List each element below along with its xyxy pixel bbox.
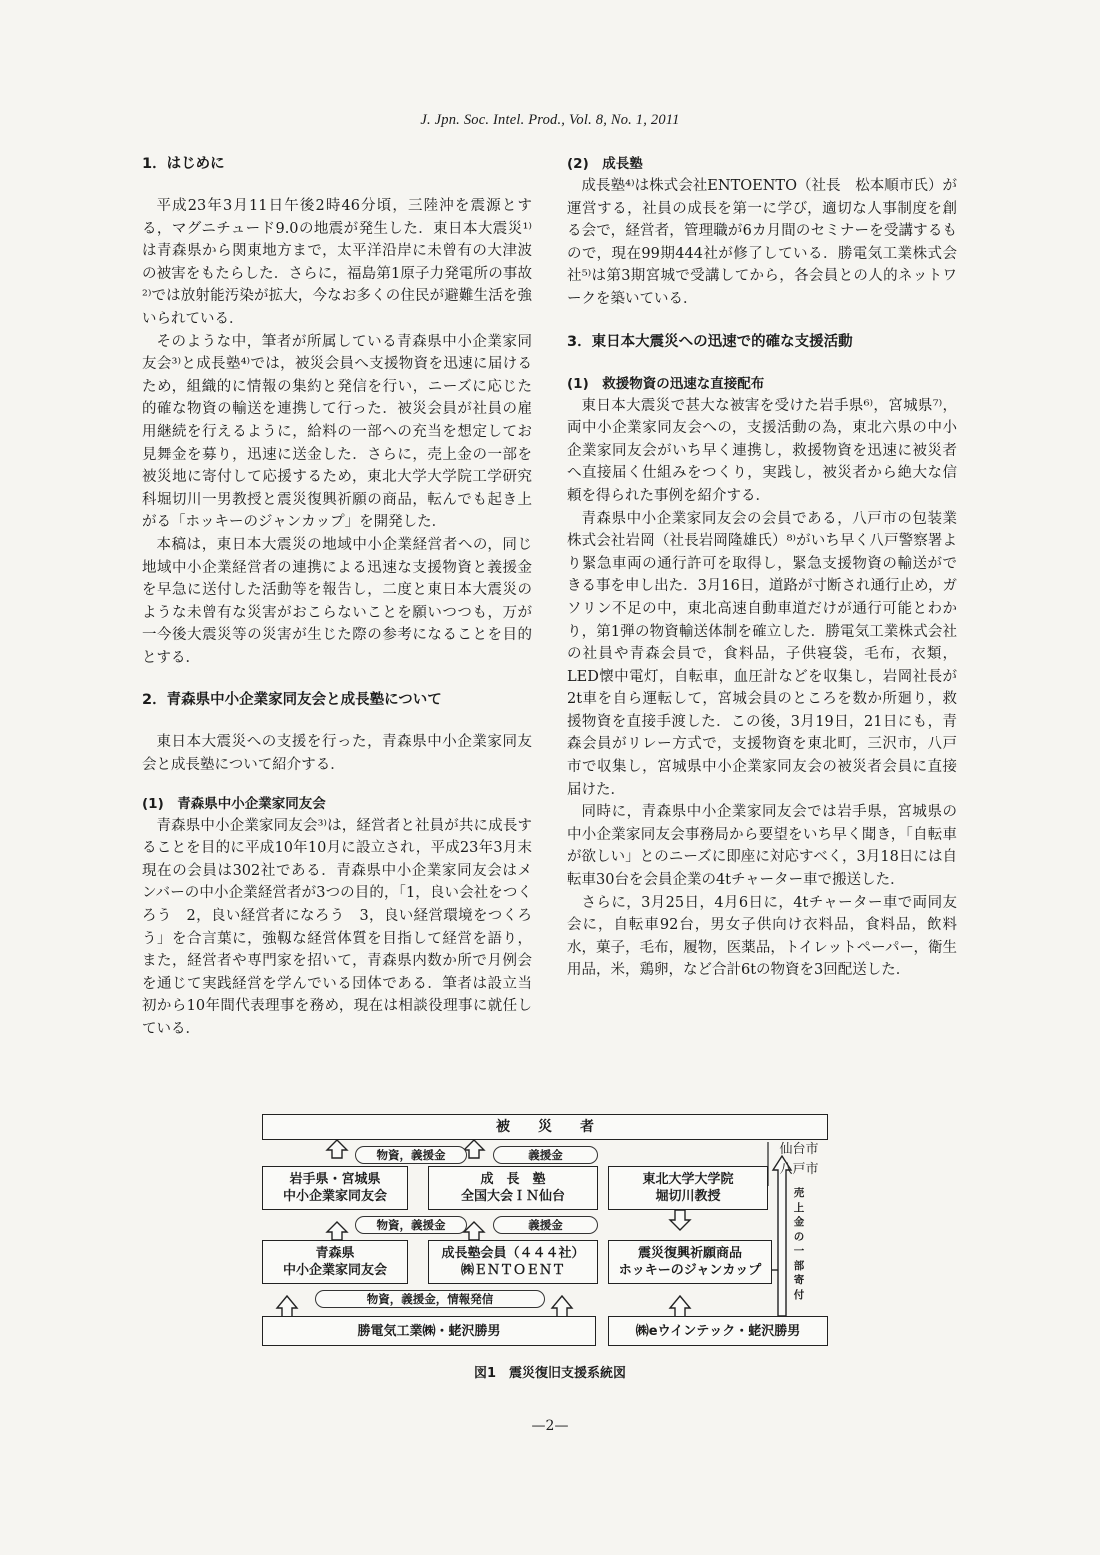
subsection-title: (1) 救援物資の迅速な直接配布 [567, 375, 765, 392]
flow-label: 義援金 [493, 1146, 598, 1164]
up-arrow [277, 1296, 297, 1318]
members-line1: 成長塾会員（４４４社） [441, 1246, 585, 1261]
aomori-box [262, 1240, 408, 1284]
donation-arrow [773, 1156, 791, 1316]
left-column [142, 153, 532, 1041]
seicho-juku-box [428, 1166, 598, 1210]
page-number: —2— [531, 1418, 569, 1434]
paragraph: 本稿は，東日本大震災の地域中小企業経営者への，同じ地域中小企業経営者の連携による迅速な支援物資と義援金を早急に送付した活動等を報告し，二度と東日本大震災のような未曾有な災害がおこらないことを願いつつも，万が一今後大震災等の災害が生じた際の参考になることを目的とする． [142, 536, 532, 666]
seicho-line2: 全国大会ＩＮ仙台 [460, 1189, 565, 1204]
members-line2: ㈱ＥＮＴＯＥＮＴ [460, 1263, 565, 1278]
city-sendai: 仙台市 [779, 1142, 819, 1157]
down-arrow [670, 1210, 690, 1230]
flow-label: 物資，義援金 [355, 1146, 467, 1164]
wintec-box [608, 1316, 828, 1346]
iwate-line2: 中小企業家同友会 [282, 1189, 387, 1204]
paragraph: そのような中，筆者が所属している青森県中小企業家同友会³⁾と成長塾⁴⁾では，被災会員へ支援物資を迅速に届けるため，組織的に情報の集約と発信を行い，ニーズに応じた的確な物資の輸送を連携して行った．被災会員が社員の雇用継続を行えるように，給料の一部への充当を想定してお見舞金を募り，迅速に送金した．さらに，売上金の一部を被災地に寄付して応援するため，東北大学大学院工学研究科堀切川一男教授と震災復興祈願の商品，転んでも起き上がる「ホッキーのジャンカップ」を開発した． [142, 333, 532, 531]
katsu-label: 勝電気工業㈱・蛯沢勝男 [357, 1323, 501, 1339]
up-arrow [670, 1296, 690, 1318]
product-box [608, 1240, 772, 1284]
tohoku-univ-box [608, 1166, 768, 1210]
tohoku-line2: 堀切川教授 [655, 1189, 721, 1204]
iwate-miyagi-box [262, 1166, 408, 1210]
paragraph: 青森県中小企業家同友会の会員である，八戸市の包装業株式会社岩岡（社長岩岡隆雄氏）⁸⁾がいち早く八戸警察署より緊急車両の通行許可を取得し，緊急支援物資の輸送ができる事を申し出た．3月16日，道路が寸断され通行止め，ガソリン不足の中，東北高速自動車道だけが通行可能とわかり，第1弾の物資輸送体制を確立した．勝電気工業株式会社の社員や青森会員で，食料品，子供寝袋，毛布，衣類，LED懐中電灯，自転車，血圧計などを収集し，岩岡社長が2t車を自ら運転して，宮城会員のところを数か所廻り，救援物資を直接手渡した．この後，3月19日，21日にも，青森会員がリレー方式で，支援物資を東北町，三沢市，八戸市で収集し，宮城県中小企業家同友会の被災者会員に直接届けた． [567, 510, 957, 798]
victims-box [262, 1114, 828, 1140]
paragraph: 同時に，青森県中小企業家同友会では岩手県，宮城県の中小企業家同友会事務局から要望をいち早く聞き，「自転車が欲しい」とのニーズに即座に対応すべく，3月18日には自転車30台を会員企業の4tチャーター車で搬送した． [567, 804, 957, 889]
product-line2: ホッキーのジャンカップ [618, 1263, 762, 1278]
flow-label: 義援金 [493, 1216, 598, 1234]
victims-label: 被 災 者 [496, 1118, 594, 1135]
up-arrow [327, 1140, 347, 1158]
subsection-title: (1) 青森県中小企業家同友会 [142, 795, 326, 812]
running-head: J. Jpn. Soc. Intel. Prod., Vol. 8, No. 1, 2011 [420, 112, 680, 128]
katsu-denki-box [262, 1316, 596, 1346]
seicho-line1: 成 長 塾 [480, 1172, 546, 1187]
city-hachinohe: 八戸市 [779, 1162, 819, 1177]
up-arrow [464, 1140, 484, 1158]
subsection-title: (2) 成長塾 [567, 156, 643, 172]
flow-label: 物資，義援金 [355, 1216, 467, 1234]
right-column [567, 153, 957, 982]
section-3-title: 3．東日本大震災への迅速で的確な支援活動 [567, 333, 853, 350]
tohoku-line1: 東北大学大学院 [642, 1172, 734, 1187]
paragraph: 成長塾⁴⁾は株式会社ENTOENTO（社長 松本順市氏）が運営する，社員の成長を第一に学び，適切な人事制度を創る会で，経営者，管理職が6カ月間のセミナーを受講するもので，現在99期444社が修了している．勝電気工業株式会社⁵⁾は第3期宮城で受講してから，各会員との人的ネットワークを築いている． [567, 178, 957, 307]
up-arrow [464, 1222, 484, 1240]
seicho-members-box [428, 1240, 598, 1284]
paragraph: 平成23年3月11日午後2時46分頃，三陸沖を震源とする，マグニチュード9.0の地震が発生した．東日本大震災¹⁾は青森県から関東地方まで，太平洋沿岸に未曾有の大津波の被害をもたらした．さらに，福島第1原子力発電所の事故²⁾では放射能汚染が拡大，今なお多くの住民が避難生活を強いられている． [142, 198, 532, 327]
iwate-line1: 岩手県・宮城県 [289, 1172, 381, 1187]
section-2-title: 2．青森県中小企業家同友会と成長塾について [142, 692, 442, 709]
wintec-label: ㈱eウインテック・蛯沢勝男 [635, 1323, 801, 1339]
aomori-line1: 青森県 [315, 1246, 355, 1261]
paragraph: 青森県中小企業家同友会³⁾は，経営者と社員が共に成長することを目的に平成10年10月に設立され，平成23年3月末現在の会員は302社である．青森県中小企業家同友会はメンバーの中小企業経営者が3つの目的，「1，良い会社をつくろう 2，良い経営者になろう 3，良い経営環境をつくろう」を合言葉に，強靱な経営体質を目指して経営を語り，また，経営者や専門家を招いて，青森県内数か所で月例会を通じて実践経営を学んでいる団体である．筆者は設立当初から10年間代表理事を務め，現在は相談役理事に就任している． [142, 817, 532, 1037]
paragraph: さらに，3月25日，4月6日に，4tチャーター車で両同友会に，自転車92台，男女子供向け衣料品，食料品，飲料水，菓子，毛布，履物，医薬品，トイレットペーパー，衛生用品，米，鶏卵，など合計6tの物資を3回配送した． [567, 894, 957, 979]
support-system-diagram [260, 1110, 830, 1360]
product-line1: 震災復興祈願商品 [637, 1246, 742, 1261]
aomori-line2: 中小企業家同友会 [282, 1263, 387, 1278]
donation-vertical-text: 売上金の一部寄付 [793, 1187, 805, 1301]
flow-label: 物資，義援金，情報発信 [315, 1290, 545, 1308]
figure-caption: 図1 震災復旧支援系統図 [473, 1366, 627, 1381]
section-1-title: 1．はじめに [142, 156, 225, 172]
up-arrow [327, 1222, 347, 1240]
city-labels [770, 1140, 828, 1180]
up-arrow [552, 1296, 572, 1318]
paragraph: 東日本大震災で甚大な被害を受けた岩手県⁶⁾，宮城県⁷⁾，両中小企業家同友会への，支援活動の為，東北六県の中小企業家同友会がいち早く連携し，救援物資を迅速に被災者へ直接届く仕組みをつくり，実践し，被災者から絶大な信頼を得られた事例を紹介する． [567, 397, 957, 504]
paragraph: 東日本大震災への支援を行った，青森県中小企業家同友会と成長塾について紹介する． [142, 734, 532, 774]
